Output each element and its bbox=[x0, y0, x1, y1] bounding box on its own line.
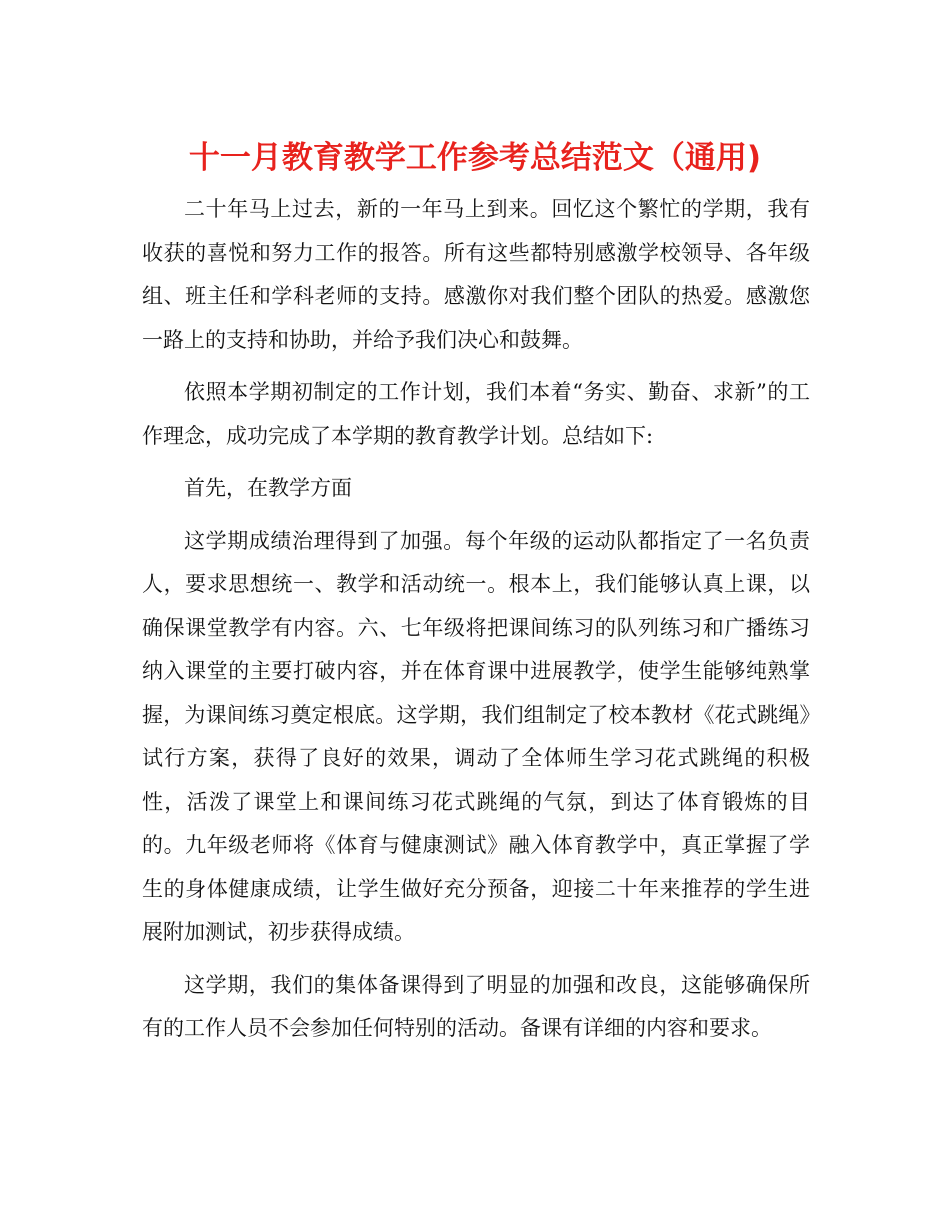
document-body bbox=[142, 188, 810, 1060]
paragraph-lesson-prep: 这学期，我们的集体备课得到了明显的加强和改良，这能够确保所有的工作人员不会参加任何特别的活动。备课有详细的内容和要求。 bbox=[142, 972, 810, 1040]
paragraph-teaching: 这学期成绩治理得到了加强。每个年级的运动队都指定了一名负责人，要求思想统一、教学和活动统一。根本上，我们能够认真上课，以确保课堂教学有内容。六、七年级将把课间练习的队列练习和广播练习纳入课堂的主要打破内容，并在体育课中进展教学，使学生能够纯熟掌握，为课间练习奠定根底。这学期，我们组制定了校本教材《花式跳绳》试行方案，获得了良好的效果，调动了全体师生学习花式跳绳的积极性，活泼了课堂上和课间练习花式跳绳的气氛，到达了体育锻炼的目的。九年级老师将《体育与健康测试》融入体育教学中，真正掌握了学生的身体健康成绩，让学生做好充分预备，迎接二十年来推荐的学生进展附加测试，初步获得成绩。 bbox=[142, 528, 810, 944]
paragraph-intro: 二十年马上过去，新的一年马上到来。回忆这个繁忙的学期，我有收获的喜悦和努力工作的报答。所有这些都特别感激学校领导、各年级组、班主任和学科老师的支持。感激你对我们整个团队的热爱。感激您一路上的支持和协助，并给予我们决心和鼓舞。 bbox=[142, 197, 810, 352]
document-title: 十一月教育教学工作参考总结范文（通用) bbox=[188, 140, 762, 176]
section-heading-teaching: 首先，在教学方面 bbox=[184, 476, 352, 500]
paragraph-plan: 依照本学期初制定的工作计划，我们本着“务实、勤奋、求新”的工作理念，成功完成了本学期的教育教学计划。总结如下: bbox=[142, 380, 810, 448]
